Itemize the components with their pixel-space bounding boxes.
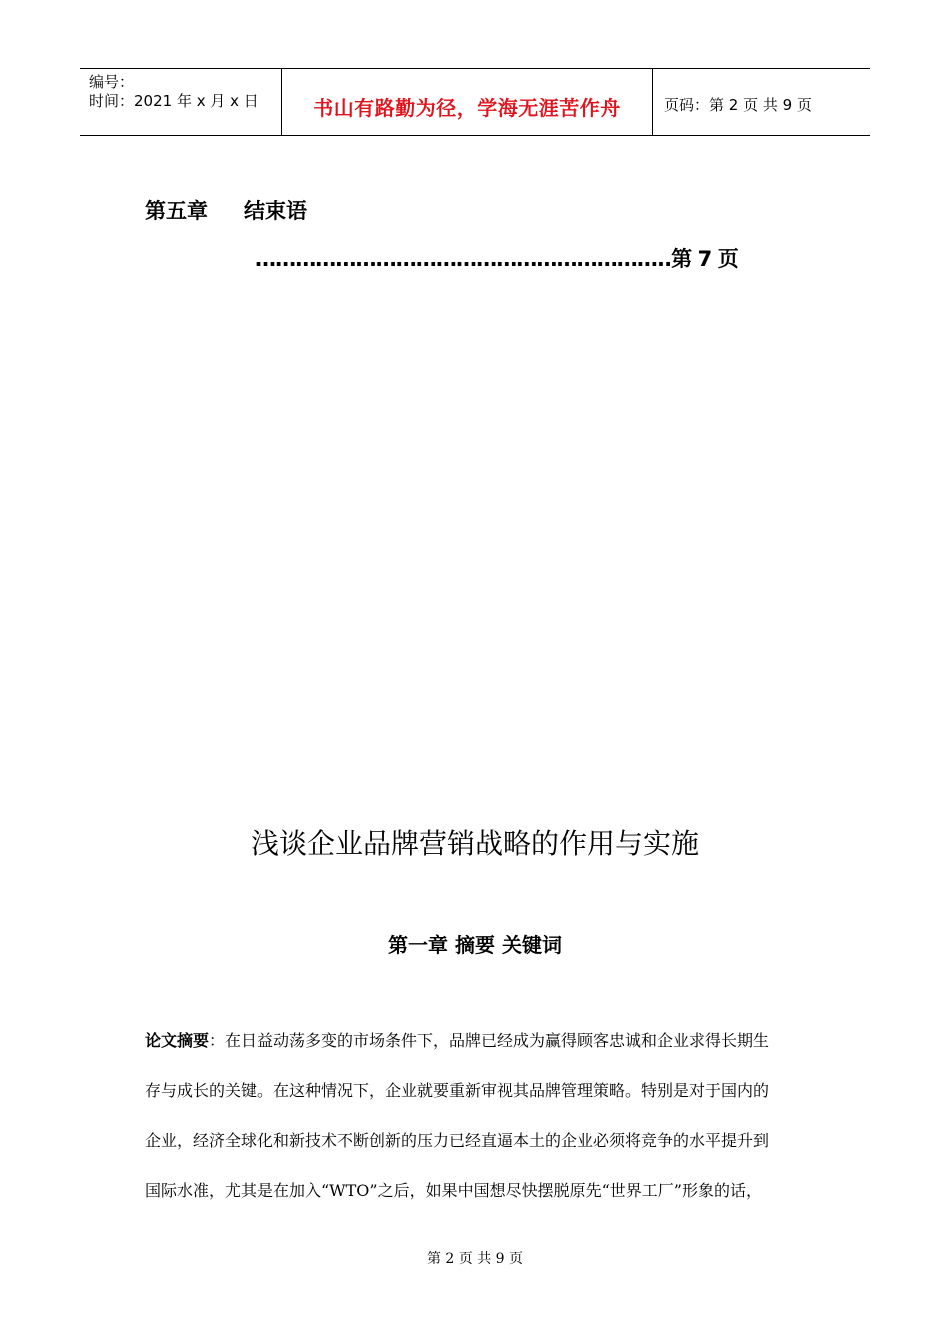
- header-page-info: 页码：第 2 页 共 9 页: [664, 96, 812, 114]
- page-footer: 第 2 页 共 9 页: [426, 1251, 524, 1267]
- toc-entry: [145, 195, 307, 225]
- date-label: 时间：2021 年 x 月 x 日: [89, 92, 259, 110]
- document-header: [80, 68, 870, 136]
- header-motto-cell: [281, 69, 653, 135]
- toc-chapter-title: 结束语: [244, 199, 307, 223]
- header-page-cell: [653, 69, 870, 135]
- abstract-label: 论文摘要: [145, 1031, 210, 1050]
- abstract-line: [145, 1016, 810, 1066]
- document-title: 浅谈企业品牌营销战略的作用与实施: [250, 827, 699, 860]
- chapter-heading: 第一章 摘要 关键词: [388, 933, 562, 957]
- toc-leader-line: ……………………………………………………..第 7 页: [255, 247, 738, 271]
- abstract-paragraph: [145, 1016, 810, 1216]
- abstract-text: ：在日益动荡多变的市场条件下，品牌已经成为赢得顾客忠诚和企业求得长期生: [209, 1031, 770, 1050]
- serial-number-label: 编号：: [89, 73, 135, 91]
- abstract-line: 企业，经济全球化和新技术不断创新的压力已经直逼本土的企业必须将竞争的水平提升到: [145, 1131, 770, 1150]
- abstract-line: 国际水准，尤其是在加入“WTO”之后，如果中国想尽快摆脱原先“世界工厂”形象的话，: [145, 1181, 762, 1200]
- abstract-line: 存与成长的关键。在这种情况下，企业就要重新审视其品牌管理策略。特别是对于国内的: [145, 1081, 770, 1100]
- header-meta-cell: [80, 69, 281, 135]
- header-motto: 书山有路勤为径，学海无涯苦作舟: [313, 96, 621, 120]
- toc-chapter-number: 第五章: [145, 199, 208, 223]
